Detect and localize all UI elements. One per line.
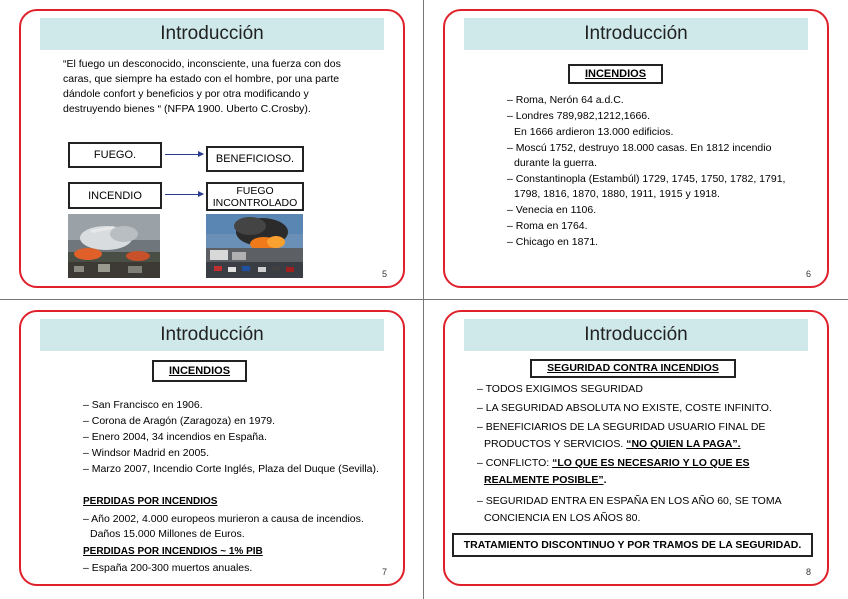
line-realmente-period: . xyxy=(603,474,607,486)
list-item: – Corona de Aragón (Zaragoza) en 1979. xyxy=(83,415,276,427)
fire-photo-city xyxy=(206,214,303,278)
section-heading: INCENDIOS xyxy=(568,64,663,84)
footer-statement-box: TRATAMIENTO DISCONTINUO Y POR TRAMOS DE LA SEGURIDAD. xyxy=(452,533,813,557)
slide-7 xyxy=(19,310,405,586)
slide-6 xyxy=(443,9,829,288)
line-productos-text: PRODUCTOS Y SERVICIOS. xyxy=(484,438,624,450)
line-conflicto-emphasis: “LO QUE ES NECESARIO Y LO QUE ES xyxy=(552,457,750,469)
line-beneficiarios: – BENEFICIARIOS DE LA SEGURIDAD USUARIO FINAL DE xyxy=(477,421,766,433)
slide-8-cell xyxy=(424,300,848,599)
line-seguridad-entra: – SEGURIDAD ENTRA EN ESPAÑA EN LOS AÑO 60, SE TOMA xyxy=(477,495,782,507)
slide-6-cell xyxy=(424,0,848,300)
slide-title: Introducción xyxy=(40,319,384,351)
losses-pib-heading: PERDIDAS POR INCENDIOS ~ 1% PIB xyxy=(83,546,263,557)
quote-text: “El fuego un desconocido, inconsciente, una fuerza con dos caras, que siempre ha estado con el hombre, por una parte dándole confort y beneficios y por otra modificando y destruyendo bienes “ (NFPA 1900. Uberto C.Crosby). xyxy=(63,58,341,115)
box-fuego: FUEGO. xyxy=(68,142,162,168)
slide-7-cell xyxy=(0,300,424,599)
list-item: – Roma, Nerón 64 a.d.C. xyxy=(507,94,624,106)
list-item: – Constantinopla (Estambúl) 1729, 1745, 1750, 1782, 1791, 1798, 1816, 1870, 1880, 1911, 1915 y 1918. xyxy=(507,173,786,200)
line-conflicto xyxy=(477,455,749,472)
line-realmente xyxy=(484,472,607,489)
list-item: – Chicago en 1871. xyxy=(507,236,599,248)
list-item: – Marzo 2007, Incendio Corte Inglés, Plaza del Duque (Sevilla). xyxy=(83,463,379,475)
box-fuego-incontrolado: FUEGO INCONTROLADO xyxy=(206,182,304,211)
list-item: – Año 2002, 4.000 europeos murieron a causa de incendios. Daños 15.000 Millones de Euros. xyxy=(83,513,364,540)
line-conciencia: CONCIENCIA EN LOS AÑOS 80. xyxy=(484,512,641,524)
list-item: – Venecia en 1106. xyxy=(507,204,597,216)
page-number: 6 xyxy=(805,269,811,279)
list-item: – Enero 2004, 34 incendios en España. xyxy=(83,431,267,443)
incendios-list xyxy=(507,93,807,251)
list-item: – Londres 789,982,1212,1666. xyxy=(507,110,651,122)
list-item: – Moscú 1752, destruyo 18.000 casas. En 1812 incendio durante la guerra. xyxy=(507,142,772,169)
slide-5-cell xyxy=(0,0,424,300)
slide-title: Introducción xyxy=(464,319,808,351)
page-number: 8 xyxy=(805,567,811,577)
line-productos xyxy=(484,436,741,453)
list-item: – Roma en 1764. xyxy=(507,220,588,232)
page-number: 5 xyxy=(381,269,387,279)
list-item: – España 200-300 muertos anuales. xyxy=(83,562,253,574)
list-item: En 1666 ardieron 13.000 edificios. xyxy=(514,126,674,138)
losses-heading: PERDIDAS POR INCENDIOS xyxy=(83,496,218,507)
fire-photo-aerial xyxy=(68,214,160,278)
list-item: – Windsor Madrid en 2005. xyxy=(83,447,210,459)
arrow-right xyxy=(165,154,203,155)
section-heading: SEGURIDAD CONTRA INCENDIOS xyxy=(530,359,736,378)
line-conflicto-label: – CONFLICTO: xyxy=(477,457,550,469)
box-beneficioso: BENEFICIOSO. xyxy=(206,146,304,172)
slide-8 xyxy=(443,310,829,586)
box-incendio: INCENDIO xyxy=(68,182,162,209)
losses-list xyxy=(83,512,383,543)
line-realmente-emphasis: REALMENTE POSIBLE” xyxy=(484,474,604,486)
line-productos-emphasis: “NO QUIEN LA PAGA”. xyxy=(626,438,741,450)
page-number: 7 xyxy=(381,567,387,577)
arrow-right xyxy=(165,194,203,195)
line-todos-exigimos: – TODOS EXIGIMOS SEGURIDAD xyxy=(477,383,643,395)
slide-title: Introducción xyxy=(40,18,384,50)
list-item: – San Francisco en 1906. xyxy=(83,399,203,411)
incendios-list xyxy=(83,398,383,478)
deaths-list xyxy=(83,561,383,577)
slide-5 xyxy=(19,9,405,288)
section-heading: INCENDIOS xyxy=(152,360,247,382)
line-seguridad-absoluta: – LA SEGURIDAD ABSOLUTA NO EXISTE, COSTE INFINITO. xyxy=(477,402,772,414)
slide-title: Introducción xyxy=(464,18,808,50)
